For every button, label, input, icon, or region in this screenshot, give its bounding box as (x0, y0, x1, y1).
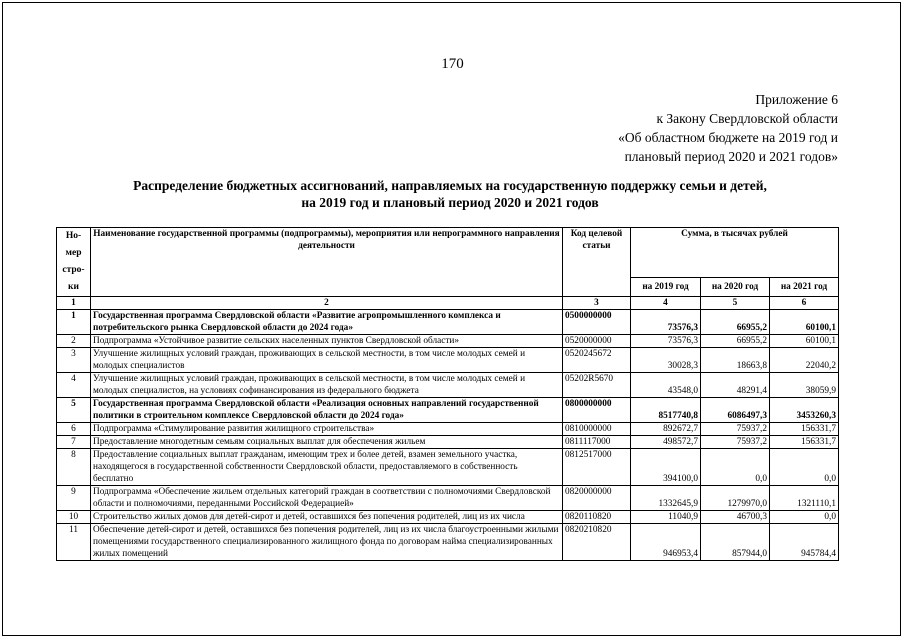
table-row (57, 335, 839, 348)
row-value-2021: 60100,1 (770, 310, 839, 335)
row-code: 0520245672 (563, 348, 631, 373)
document-title (70, 177, 830, 211)
column-index: 5 (701, 297, 770, 310)
column-index: 2 (91, 297, 563, 310)
budget-table (56, 227, 839, 561)
row-name: Подпрограмма «Обеспечение жильем отдельных категорий граждан в соответствии с полномочиями Свердловской области и полномочиями, переданными Российской Федерацией» (91, 486, 563, 511)
row-code: 0820110820 (563, 511, 631, 524)
row-name: Подпрограмма «Стимулирование развития жилищного строительства» (91, 423, 563, 436)
row-code: 0820210820 (563, 524, 631, 561)
row-value-2020: 46700,3 (701, 511, 770, 524)
header-2021: на 2021 год (770, 278, 839, 297)
row-value-2020: 66955,2 (701, 310, 770, 335)
row-value-2021: 60100,1 (770, 335, 839, 348)
row-value-2020: 857944,0 (701, 524, 770, 561)
row-code: 0520000000 (563, 335, 631, 348)
row-code: 0500000000 (563, 310, 631, 335)
row-name: Улучшение жилищных условий граждан, проживающих в сельской местности, в том числе молодых семей и молодых специалистов (91, 348, 563, 373)
table-row (57, 373, 839, 398)
row-value-2021: 0,0 (770, 449, 839, 486)
header-2019: на 2019 год (631, 278, 701, 297)
appendix-note (618, 90, 838, 166)
table-row (57, 348, 839, 373)
appendix-line: к Закону Свердловской области (656, 111, 838, 126)
row-name: Предоставление многодетным семьям социальных выплат для обеспечения жильем (91, 436, 563, 449)
row-code: 0811117000 (563, 436, 631, 449)
row-value-2021: 3453260,3 (770, 398, 839, 423)
row-number: 11 (57, 524, 91, 561)
header-row (57, 228, 839, 278)
row-value-2020: 0,0 (701, 449, 770, 486)
column-index: 3 (563, 297, 631, 310)
row-value-2019: 394100,0 (631, 449, 701, 486)
row-value-2020: 1279970,0 (701, 486, 770, 511)
title-line: на 2019 год и плановый период 2020 и 2021 годов (301, 195, 599, 210)
row-value-2020: 6086497,3 (701, 398, 770, 423)
row-name: Государственная программа Свердловской области «Реализация основных направлений государственной политики в строительном комплексе Свердловской области до 2024 года» (91, 398, 563, 423)
table-row (57, 310, 839, 335)
appendix-line: «Об областном бюджете на 2019 год и (618, 130, 838, 145)
column-index: 6 (770, 297, 839, 310)
row-code: 0812517000 (563, 449, 631, 486)
row-value-2020: 75937,2 (701, 423, 770, 436)
page-number: 170 (441, 56, 464, 72)
row-number: 2 (57, 335, 91, 348)
table-row (57, 436, 839, 449)
row-number: 7 (57, 436, 91, 449)
row-value-2020: 66955,2 (701, 335, 770, 348)
row-value-2019: 11040,9 (631, 511, 701, 524)
row-value-2019: 8517740,8 (631, 398, 701, 423)
header-sum: Сумма, в тысячах рублей (631, 228, 839, 278)
table-row (57, 423, 839, 436)
appendix-line: Приложение 6 (755, 92, 838, 107)
row-value-2021: 156331,7 (770, 423, 839, 436)
table-row (57, 449, 839, 486)
row-name: Улучшение жилищных условий граждан, проживающих в сельской местности, в том числе молодых семей и молодых специалистов, на условиях софинансирования из федерального бюджета (91, 373, 563, 398)
row-number: 6 (57, 423, 91, 436)
row-value-2020: 48291,4 (701, 373, 770, 398)
row-name: Государственная программа Свердловской области «Развитие агропромышленного комплекса и потребительского рынка Свердловской области до 2024 года» (91, 310, 563, 335)
row-value-2019: 946953,4 (631, 524, 701, 561)
row-value-2019: 43548,0 (631, 373, 701, 398)
row-code: 0810000000 (563, 423, 631, 436)
row-name: Обеспечение детей-сирот и детей, оставшихся без попечения родителей, лиц из их числа благоустроенными жилыми помещениями государственного специализированного жилищного фонда по договорам найма специализированных жилых помещений (91, 524, 563, 561)
row-code: 05202R5670 (563, 373, 631, 398)
row-number: 10 (57, 511, 91, 524)
header-2020: на 2020 год (701, 278, 770, 297)
row-value-2021: 156331,7 (770, 436, 839, 449)
row-number: 4 (57, 373, 91, 398)
row-number: 9 (57, 486, 91, 511)
header-name: Наименование государственной программы (подпрограммы), мероприятия или непрограммного направления деятельности (91, 228, 563, 297)
row-number: 8 (57, 449, 91, 486)
table-row (57, 398, 839, 423)
row-value-2021: 0,0 (770, 511, 839, 524)
row-value-2019: 30028,3 (631, 348, 701, 373)
row-value-2019: 1332645,9 (631, 486, 701, 511)
row-value-2021: 945784,4 (770, 524, 839, 561)
table-row (57, 486, 839, 511)
table-row (57, 524, 839, 561)
row-value-2021: 22040,2 (770, 348, 839, 373)
column-index-row (57, 297, 839, 310)
column-index: 1 (57, 297, 91, 310)
row-number: 1 (57, 310, 91, 335)
row-value-2021: 38059,9 (770, 373, 839, 398)
row-value-2019: 892672,7 (631, 423, 701, 436)
row-name: Подпрограмма «Устойчивое развитие сельских населенных пунктов Свердловской области» (91, 335, 563, 348)
row-code: 0820000000 (563, 486, 631, 511)
title-line: Распределение бюджетных ассигнований, направляемых на государственную поддержку семьи и детей, (133, 178, 767, 193)
row-code: 0800000000 (563, 398, 631, 423)
row-value-2019: 73576,3 (631, 335, 701, 348)
table-row (57, 511, 839, 524)
row-value-2019: 73576,3 (631, 310, 701, 335)
appendix-line: плановый период 2020 и 2021 годов» (624, 149, 838, 164)
column-index: 4 (631, 297, 701, 310)
row-number: 5 (57, 398, 91, 423)
row-name: Предоставление социальных выплат гражданам, имеющим трех и более детей, взамен земельного участка, находящегося в государственной собственности Свердловской области, предоставляемого в собственность бесплатно (91, 449, 563, 486)
row-name: Строительство жилых домов для детей-сирот и детей, оставшихся без попечения родителей, лиц из их числа (91, 511, 563, 524)
row-number: 3 (57, 348, 91, 373)
header-code: Код целевой статьи (563, 228, 631, 297)
row-value-2020: 75937,2 (701, 436, 770, 449)
row-value-2020: 18663,8 (701, 348, 770, 373)
row-value-2021: 1321110,1 (770, 486, 839, 511)
row-value-2019: 498572,7 (631, 436, 701, 449)
header-row-number: Но- мер стро- ки (57, 228, 91, 297)
